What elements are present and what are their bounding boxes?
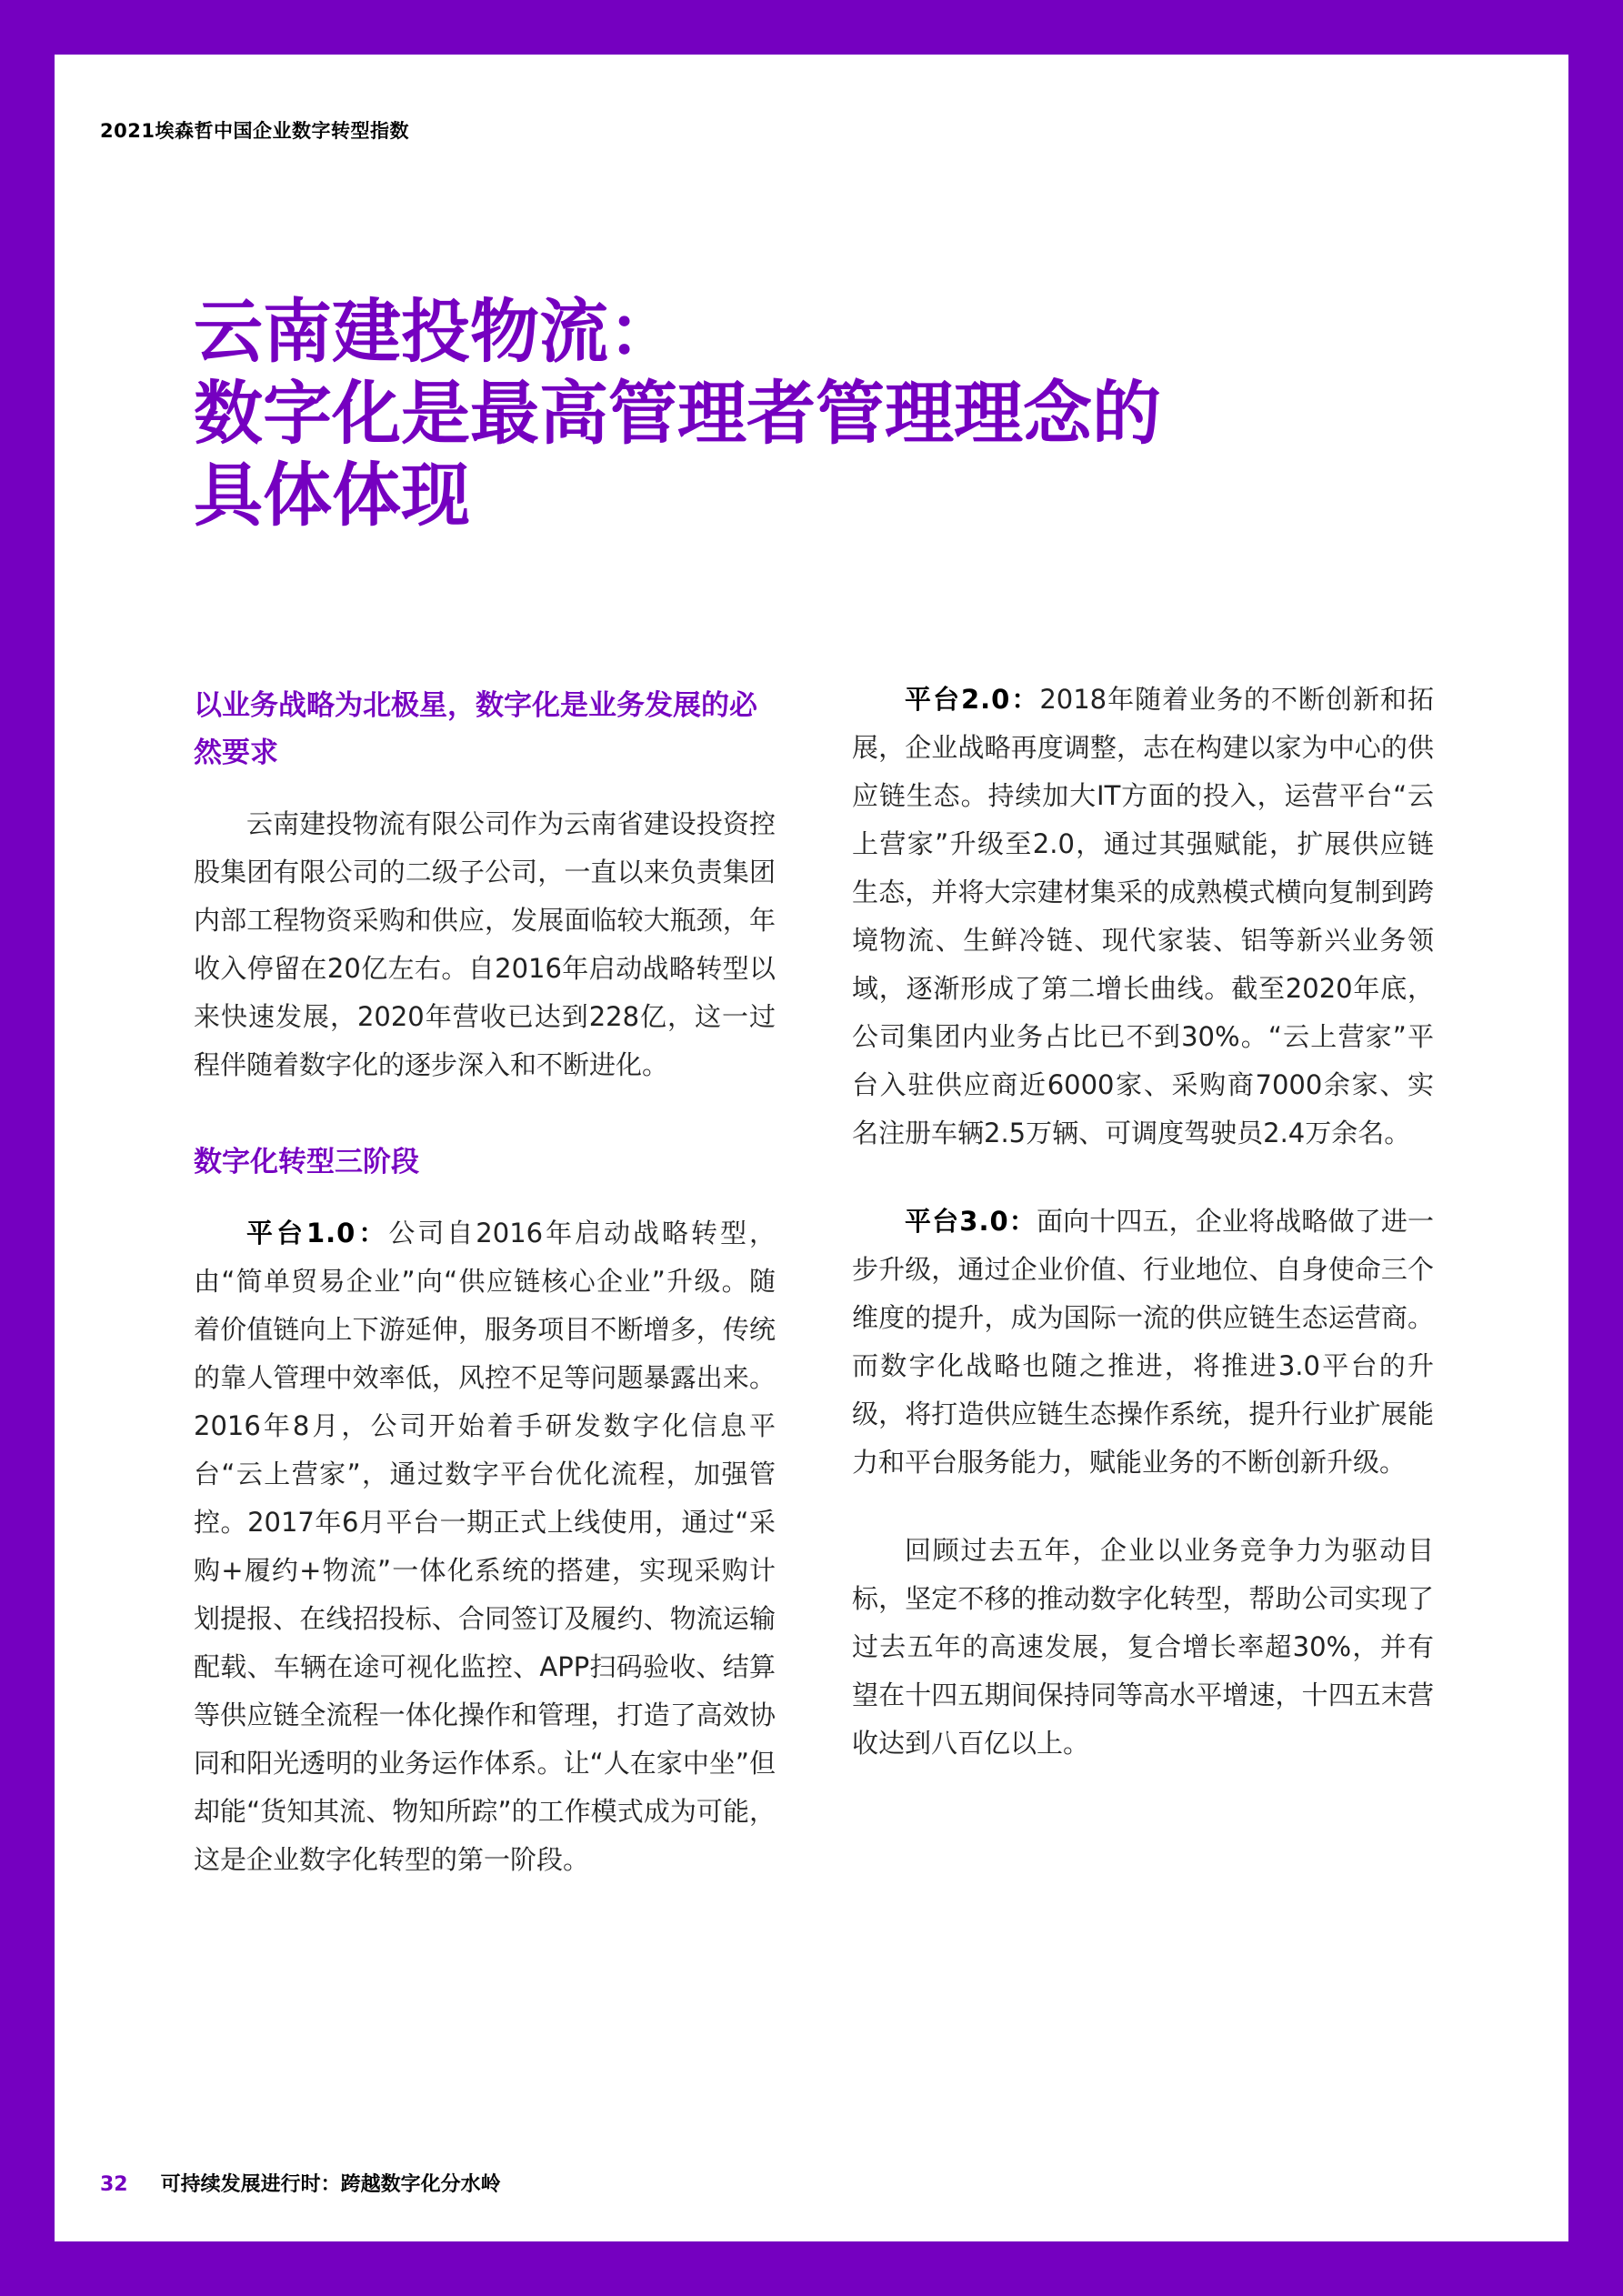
- review-paragraph: 回顾过去五年，企业以业务竞争力为驱动目标，坚定不移的推动数字化转型，帮助公司实现了过去五年的高速发展，复合增长率超30%，并有望在十四五期间保持同等高水平增速，十四五末营收达到八百亿以上。: [852, 1535, 1434, 1759]
- platform-3-paragraph: [852, 1198, 1434, 1487]
- platform-3-label: 平台3.0：: [905, 1206, 1037, 1237]
- title-line: 数字化是最高管理者管理理念的: [194, 373, 1161, 454]
- article-title: [194, 291, 1376, 536]
- title-line: 云南建投物流：: [194, 291, 677, 372]
- running-title: 2021埃森哲中国企业数字转型指数: [100, 120, 409, 142]
- page-number: 32: [100, 2173, 128, 2196]
- left-column: [194, 682, 776, 1884]
- intro-paragraph: 云南建投物流有限公司作为云南省建设投资控股集团有限公司的二级子公司，一直以来负责集团内部工程物资采购和供应，发展面临较大瓶颈，年收入停留在20亿左右。自2016年启动战略转型以来快速发展，2020年营收已达到228亿，这一过程伴随着数字化的逐步深入和不断进化。: [194, 808, 776, 1080]
- platform-2-text: 2018年随着业务的不断创新和拓展，企业战略再度调整，志在构建以家为中心的供应链生态。持续加大IT方面的投入，运营平台“云上营家”升级至2.0，通过其强赋能，扩展供应链生态，并将大宗建材集采的成熟模式横向复制到跨境物流、生鲜冷链、现代家装、铝等新兴业务领域，逐渐形成了第二增长曲线。截至2020年底，公司集团内业务占比已不到30%。“云上营家”平台入驻供应商近6000家、采购商7000余家、实名注册车辆2.5万辆、可调度驾驶员2.4万余名。: [852, 684, 1434, 1148]
- section-heading-three-stages: 数字化转型三阶段: [194, 1146, 419, 1178]
- right-column: [852, 676, 1434, 1768]
- publication-title: 可持续发展进行时：跨越数字化分水岭: [160, 2173, 501, 2196]
- platform-1-label: 平台1.0：: [246, 1218, 389, 1248]
- platform-1-text: 公司自2016年启动战略转型，由“简单贸易企业”向“供应链核心企业”升级。随着价值链向上下游延伸，服务项目不断增多，传统的靠人管理中效率低，风控不足等问题暴露出来。2016年8月，公司开始着手研发数字化信息平台“云上营家”，通过数字平台优化流程，加强管控。2017年6月平台一期正式上线使用，通过“采购+履约+物流”一体化系统的搭建，实现采购计划提报、在线招投标、合同签订及履约、物流运输配载、车辆在途可视化监控、APP扫码验收、结算等供应链全流程一体化操作和管理，打造了高效协同和阳光透明的业务运作体系。让“人在家中坐”但却能“货知其流、物知所踪”的工作模式成为可能，这是企业数字化转型的第一阶段。: [194, 1218, 776, 1875]
- title-line: 具体体现: [194, 455, 470, 536]
- report-page: [55, 55, 1568, 2241]
- platform-1-paragraph: [194, 1209, 776, 1884]
- platform-3-text: 面向十四五，企业将战略做了进一步升级，通过企业价值、行业地位、自身使命三个维度的提升，成为国际一流的供应链生态运营商。而数字化战略也随之推进，将推进3.0平台的升级，将打造供应链生态操作系统，提升行业扩展能力和平台服务能力，赋能业务的不断创新升级。: [852, 1206, 1434, 1478]
- page-footer: [100, 2169, 501, 2197]
- section-heading-north-star: 以业务战略为北极星，数字化是业务发展的必然要求: [194, 689, 757, 769]
- platform-2-paragraph: [852, 676, 1434, 1158]
- platform-2-label: 平台2.0：: [905, 684, 1040, 715]
